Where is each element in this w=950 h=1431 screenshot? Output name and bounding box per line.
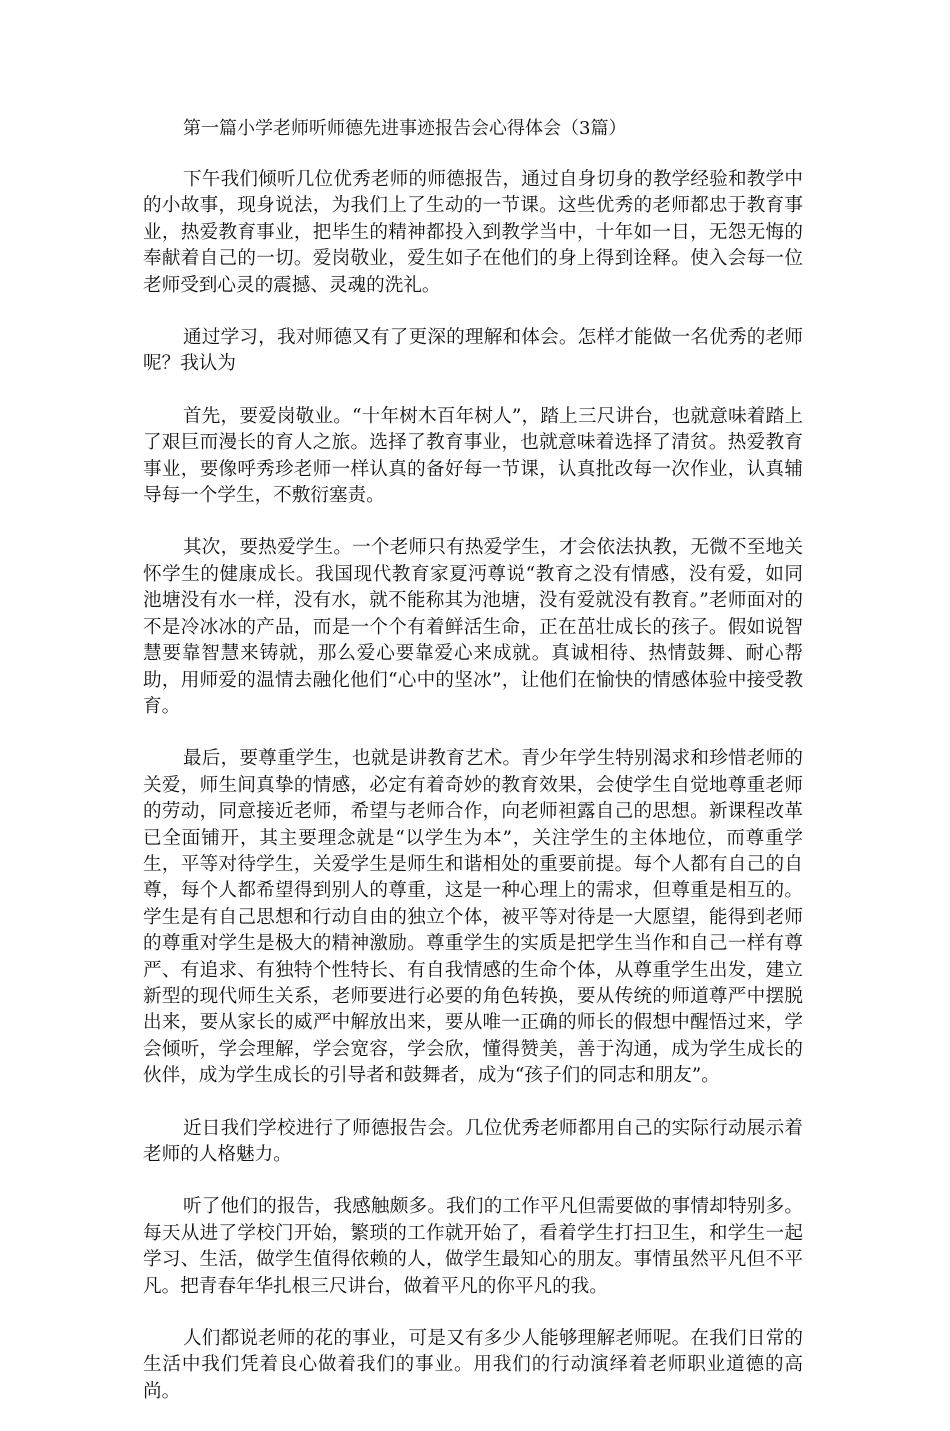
paragraph-3: 首先，要爱岗敬业。“十年树木百年树人”，踏上三尺讲台，也就意味着踏上了艰巨而漫长的育人之旅。选择了教育事业，也就意味着选择了清贫。热爱教育事业，要像呼秀珍老师一样认真的备好每一节课，认真批改每一次作业，认真辅导每一个学生，不敷衍塞责。 bbox=[143, 405, 803, 507]
paragraph-4: 其次，要热爱学生。一个老师只有热爱学生，才会依法执教，无微不至地关怀学生的健康成长。我国现代教育家夏沔尊说“教育之没有情感，没有爱，如同池塘没有水一样，没有水，就不能称其为池塘，没有爱就没有教育。”老师面对的不是冷冰冰的产品，而是一个个有着鲜活生命，正在茁壮成长的孩子。假如说智慧要靠智慧来铸就，那么爱心要靠爱心来成就。真诚相待、热情鼓舞、耐心帮助，用师爱的温情去融化他们“心中的坚冰”，让他们在愉快的情感体验中接受教育。 bbox=[143, 537, 803, 717]
paragraph-6: 近日我们学校进行了师德报告会。几位优秀老师都用自己的实际行动展示着老师的人格魅力。 bbox=[143, 1117, 803, 1165]
paragraph-2: 通过学习，我对师德又有了更深的理解和体会。怎样才能做一名优秀的老师呢？我认为 bbox=[143, 327, 803, 375]
paragraph-5: 最后，要尊重学生，也就是讲教育艺术。青少年学生特别渴求和珍惜老师的关爱，师生间真挚的情感，必定有着奇妙的教育效果，会使学生自觉地尊重老师的劳动，同意接近老师，希望与老师合作，向老师袒露自己的思想。新课程改革已全面铺开，其主要理念就是“以学生为本”，关注学生的主体地位，而尊重学生，平等对待学生，关爱学生是师生和谐相处的重要前提。每个人都有自己的自尊，每个人都希望得到别人的尊重，这是一种心理上的需求，但尊重是相互的。学生是有自己思想和行动自由的独立个体，被平等对待是一大愿望，能得到老师的尊重对学生是极大的精神激励。尊重学生的实质是把学生当作和自己一样有尊严、有追求、有独特个性特长、有自我情感的生命个体，从尊重学生出发，建立新型的现代师生关系，老师要进行必要的角色转换，要从传统的师道尊严中摆脱出来，要从家长的威严中解放出来，要从唯一正确的师长的假想中醒悟过来，学会倾听，学会理解，学会宽容，学会欣，懂得赞美，善于沟通，成为学生成长的伙伴，成为学生成长的引导者和鼓舞者，成为“孩子们的同志和朋友”。 bbox=[143, 748, 803, 1087]
paragraph-8: 人们都说老师的花的事业，可是又有多少人能够理解老师呢。在我们日常的生活中我们凭着良心做着我们的事业。用我们的行动演绎着老师职业道德的高尚。 bbox=[143, 1328, 803, 1402]
document-body bbox=[143, 115, 803, 1431]
paragraph-1: 下午我们倾听几位优秀老师的师德报告，通过自身切身的教学经验和教学中的小故事，现身说法，为我们上了生动的一节课。这些优秀的老师都忠于教育事业，热爱教育事业，把毕生的精神都投入到教学当中，十年如一日，无怨无悔的奉献着自己的一切。爱岗敬业，爱生如子在他们的身上得到诠释。使入会每一位老师受到心灵的震撼、灵魂的洗礼。 bbox=[143, 169, 803, 296]
paragraph-7: 听了他们的报告，我感触颇多。我们的工作平凡但需要做的事情却特别多。每天从进了学校门开始，繁琐的工作就开始了，看着学生打扫卫生，和学生一起学习、生活，做学生值得依赖的人，做学生最知心的朋友。事情虽然平凡但不平凡。把青春年华扎根三尺讲台，做着平凡的你平凡的我。 bbox=[143, 1196, 803, 1297]
document-title: 第一篇小学老师听师德先进事迹报告会心得体会（3篇） bbox=[183, 118, 627, 139]
